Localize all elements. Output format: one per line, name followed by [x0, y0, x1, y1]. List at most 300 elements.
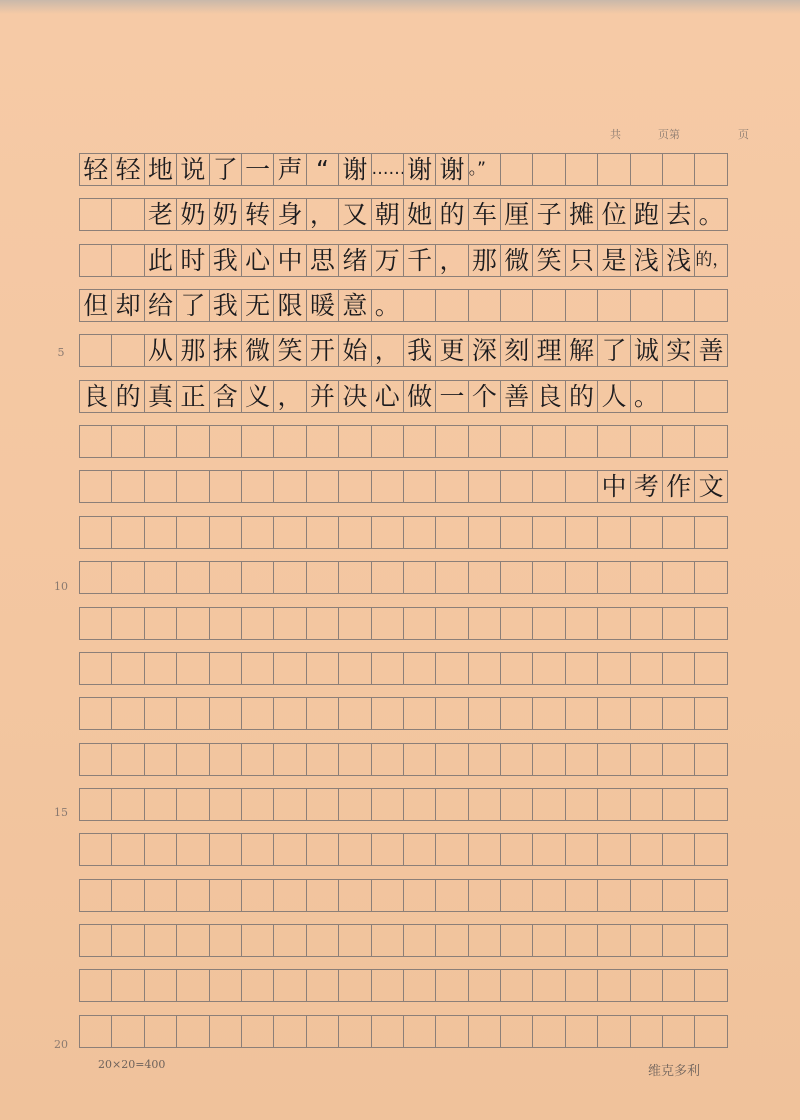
grid-cell: [662, 743, 695, 776]
grid-cell: [371, 425, 404, 458]
grid-cell: [468, 516, 501, 549]
grid-cell: [597, 788, 630, 821]
grid-row: [79, 743, 728, 776]
grid-cell: [273, 470, 306, 503]
grid-cell: 的: [111, 380, 144, 413]
grid-cell: [273, 833, 306, 866]
grid-cell: 人: [597, 380, 630, 413]
grid-cell: [532, 697, 565, 730]
grid-cell: [338, 697, 371, 730]
grid-cell: [597, 924, 630, 957]
grid-cell: [435, 470, 468, 503]
grid-cell: [662, 788, 695, 821]
grid-cell: [371, 697, 404, 730]
grid-row: [79, 425, 728, 458]
grid-cell: 位: [597, 198, 630, 231]
grid-cell: [694, 743, 727, 776]
grid-cell: [273, 561, 306, 594]
grid-row: [79, 607, 728, 640]
grid-cell: [500, 289, 533, 322]
grid-cell: [662, 380, 695, 413]
grid-cell: [273, 969, 306, 1002]
grid-cell: ，: [306, 198, 339, 231]
grid-cell: 轻: [79, 153, 112, 186]
grid-cell: 个: [468, 380, 501, 413]
grid-row: [79, 1015, 728, 1048]
grid-cell: [144, 516, 177, 549]
grid-row: [79, 697, 728, 730]
grid-cell: 绪: [338, 244, 371, 277]
grid-cell: [176, 743, 209, 776]
grid-cell: [176, 697, 209, 730]
grid-cell: [630, 697, 663, 730]
grid-cell: [468, 969, 501, 1002]
grid-cell: [532, 969, 565, 1002]
grid-row: [79, 289, 728, 322]
grid-cell: [565, 425, 598, 458]
grid-cell: [338, 969, 371, 1002]
grid-cell: [144, 969, 177, 1002]
grid-cell: [532, 788, 565, 821]
grid-row: [79, 879, 728, 912]
grid-cell: [79, 425, 112, 458]
grid-cell: [435, 743, 468, 776]
grid-row: [79, 561, 728, 594]
grid-cell: [273, 697, 306, 730]
grid-cell: 老: [144, 198, 177, 231]
grid-cell: [176, 969, 209, 1002]
grid-cell: 那: [176, 334, 209, 367]
grid-cell: [694, 561, 727, 594]
grid-cell: 万: [371, 244, 404, 277]
grid-cell: [273, 788, 306, 821]
grid-cell: [630, 788, 663, 821]
line-number-5: 5: [57, 346, 65, 359]
grid-cell: [111, 788, 144, 821]
grid-row: [79, 334, 728, 367]
line-number-10: 10: [54, 580, 68, 593]
grid-cell: 谢: [403, 153, 436, 186]
grid-cell: [306, 607, 339, 640]
grid-cell: [694, 924, 727, 957]
grid-cell: 善: [694, 334, 727, 367]
grid-cell: [565, 924, 598, 957]
grid-cell: [209, 516, 242, 549]
grid-cell: [468, 879, 501, 912]
grid-cell: [338, 743, 371, 776]
grid-cell: [435, 652, 468, 685]
grid-cell: 浅: [662, 244, 695, 277]
grid-cell: [662, 969, 695, 1002]
grid-cell: [338, 833, 371, 866]
grid-cell: [306, 561, 339, 594]
grid-cell: [111, 879, 144, 912]
grid-cell: [176, 833, 209, 866]
grid-cell: 浅: [630, 244, 663, 277]
grid-cell: [532, 924, 565, 957]
grid-cell: [306, 697, 339, 730]
grid-cell: [403, 289, 436, 322]
grid-cell: 时: [176, 244, 209, 277]
grid-cell: 千: [403, 244, 436, 277]
grid-cell: [371, 1015, 404, 1048]
grid-cell: [241, 607, 274, 640]
grid-cell: [306, 969, 339, 1002]
grid-cell: ，: [273, 380, 306, 413]
grid-cell: [468, 697, 501, 730]
grid-cell: [241, 652, 274, 685]
grid-cell: [241, 561, 274, 594]
grid-cell: “: [306, 153, 339, 186]
grid-cell: [338, 607, 371, 640]
grid-cell: [338, 1015, 371, 1048]
grid-cell: 厘: [500, 198, 533, 231]
header-total-label: 共: [610, 128, 621, 141]
grid-cell: [144, 743, 177, 776]
grid-cell: [371, 652, 404, 685]
grid-cell: 一: [435, 380, 468, 413]
grid-cell: 的: [435, 198, 468, 231]
grid-cell: [403, 516, 436, 549]
grid-cell: 。: [371, 289, 404, 322]
grid-cell: [597, 833, 630, 866]
grid-cell: [338, 516, 371, 549]
grid-cell: 轻: [111, 153, 144, 186]
grid-cell: [565, 788, 598, 821]
grid-cell: [338, 788, 371, 821]
grid-cell: [532, 289, 565, 322]
grid-cell: 了: [597, 334, 630, 367]
grid-cell: [597, 697, 630, 730]
grid-cell: [209, 652, 242, 685]
grid-cell: 诚: [630, 334, 663, 367]
grid-cell: [111, 833, 144, 866]
grid-cell: [532, 153, 565, 186]
grid-cell: [565, 969, 598, 1002]
grid-cell: [662, 879, 695, 912]
grid-cell: [209, 788, 242, 821]
grid-cell: [79, 788, 112, 821]
grid-cell: [79, 652, 112, 685]
grid-cell: 转: [241, 198, 274, 231]
grid-cell: 真: [144, 380, 177, 413]
grid-cell: [306, 788, 339, 821]
grid-cell: [144, 924, 177, 957]
grid-cell: [662, 697, 695, 730]
grid-cell: 并: [306, 380, 339, 413]
grid-cell: [338, 561, 371, 594]
grid-cell: [144, 652, 177, 685]
grid-cell: [111, 697, 144, 730]
grid-cell: 是: [597, 244, 630, 277]
grid-cell: [694, 652, 727, 685]
grid-cell: [435, 697, 468, 730]
grid-cell: [241, 788, 274, 821]
grid-cell: 。”: [468, 153, 501, 186]
grid-cell: [597, 743, 630, 776]
grid-cell: 了: [209, 153, 242, 186]
grid-cell: [435, 289, 468, 322]
grid-cell: [630, 153, 663, 186]
grid-cell: 的，: [694, 244, 727, 277]
grid-cell: 无: [241, 289, 274, 322]
grid-cell: 摊: [565, 198, 598, 231]
grid-cell: [79, 969, 112, 1002]
grid-cell: [662, 425, 695, 458]
grid-cell: [144, 1015, 177, 1048]
grid-cell: [630, 1015, 663, 1048]
grid-cell: 刻: [500, 334, 533, 367]
grid-cell: 的: [565, 380, 598, 413]
grid-cell: [79, 516, 112, 549]
grid-cell: [500, 697, 533, 730]
grid-cell: [79, 470, 112, 503]
grid-cell: [403, 833, 436, 866]
grid-cell: [371, 470, 404, 503]
grid-cell: [176, 1015, 209, 1048]
grid-cell: 更: [435, 334, 468, 367]
grid-cell: [241, 879, 274, 912]
grid-cell: [403, 607, 436, 640]
grid-cell: [468, 788, 501, 821]
grid-cell: [532, 652, 565, 685]
grid-cell: [694, 516, 727, 549]
grid-cell: [565, 833, 598, 866]
grid-cell: [111, 743, 144, 776]
grid-cell: [79, 924, 112, 957]
grid-cell: [209, 1015, 242, 1048]
grid-cell: 去: [662, 198, 695, 231]
grid-cell: [111, 470, 144, 503]
grid-cell: 善: [500, 380, 533, 413]
grid-cell: [144, 561, 177, 594]
grid-cell: [662, 833, 695, 866]
grid-cell: 中: [273, 244, 306, 277]
grid-cell: [209, 470, 242, 503]
grid-cell: [306, 833, 339, 866]
grid-cell: [403, 697, 436, 730]
grid-cell: [209, 743, 242, 776]
grid-cell: 开: [306, 334, 339, 367]
grid-cell: [306, 652, 339, 685]
grid-cell: [565, 289, 598, 322]
grid-cell: [468, 833, 501, 866]
grid-cell: [306, 879, 339, 912]
grid-cell: [338, 924, 371, 957]
grid-cell: 那: [468, 244, 501, 277]
grid-cell: [694, 879, 727, 912]
grid-cell: [500, 561, 533, 594]
grid-cell: [500, 743, 533, 776]
grid-cell: [565, 153, 598, 186]
grid-cell: [209, 879, 242, 912]
grid-cell: 谢: [338, 153, 371, 186]
grid-cell: [694, 969, 727, 1002]
grid-cell: [209, 697, 242, 730]
grid-cell: 从: [144, 334, 177, 367]
grid-cell: [144, 788, 177, 821]
grid-cell: [630, 879, 663, 912]
grid-cell: [532, 1015, 565, 1048]
grid-cell: [176, 425, 209, 458]
page-top-shadow: [0, 0, 800, 14]
grid-cell: [403, 470, 436, 503]
grid-cell: [79, 833, 112, 866]
grid-cell: [597, 561, 630, 594]
grid-cell: [338, 470, 371, 503]
grid-cell: [176, 470, 209, 503]
grid-cell: [338, 425, 371, 458]
grid-cell: [630, 924, 663, 957]
grid-cell: [630, 652, 663, 685]
grid-cell: [435, 969, 468, 1002]
grid-cell: [468, 289, 501, 322]
grid-cell: 良: [79, 380, 112, 413]
grid-cell: [435, 607, 468, 640]
header-page-of-label: 页第: [658, 128, 680, 141]
grid-cell: [79, 697, 112, 730]
line-number-15: 15: [54, 806, 68, 819]
grid-cell: [306, 924, 339, 957]
grid-cell: 跑: [630, 198, 663, 231]
grid-cell: 身: [273, 198, 306, 231]
grid-cell: 奶: [176, 198, 209, 231]
grid-cell: 实: [662, 334, 695, 367]
grid-cell: 笑: [532, 244, 565, 277]
grid-cell: [144, 833, 177, 866]
grid-cell: [403, 561, 436, 594]
grid-cell: [371, 607, 404, 640]
grid-cell: [273, 516, 306, 549]
grid-cell: [403, 425, 436, 458]
grid-cell: [565, 652, 598, 685]
grid-cell: [565, 743, 598, 776]
grid-cell: [468, 425, 501, 458]
grid-cell: 子: [532, 198, 565, 231]
grid-cell: 意: [338, 289, 371, 322]
grid-cell: [435, 425, 468, 458]
grid-row: [79, 516, 728, 549]
grid-row: [79, 833, 728, 866]
grid-cell: 她: [403, 198, 436, 231]
grid-cell: [79, 198, 112, 231]
grid-cell: 做: [403, 380, 436, 413]
grid-cell: [630, 969, 663, 1002]
grid-cell: [532, 833, 565, 866]
grid-cell: 深: [468, 334, 501, 367]
grid-cell: ……: [371, 153, 404, 186]
grid-cell: [241, 924, 274, 957]
grid-cell: [306, 425, 339, 458]
grid-cell: [273, 879, 306, 912]
grid-cell: [79, 607, 112, 640]
grid-cell: [597, 425, 630, 458]
grid-cell: [403, 1015, 436, 1048]
grid-cell: [435, 1015, 468, 1048]
grid-cell: ，: [371, 334, 404, 367]
grid-cell: [209, 561, 242, 594]
grid-cell: [144, 879, 177, 912]
grid-row: [79, 652, 728, 685]
grid-cell: [273, 743, 306, 776]
grid-cell: [500, 153, 533, 186]
grid-cell: [694, 153, 727, 186]
grid-cell: [662, 516, 695, 549]
grid-cell: [111, 244, 144, 277]
grid-cell: [694, 833, 727, 866]
grid-cell: 我: [209, 289, 242, 322]
grid-cell: [500, 516, 533, 549]
grid-cell: [111, 516, 144, 549]
grid-cell: [371, 788, 404, 821]
grid-row: [79, 244, 728, 277]
grid-cell: [241, 833, 274, 866]
grid-cell: [79, 879, 112, 912]
grid-cell: [630, 743, 663, 776]
grid-cell: [176, 607, 209, 640]
grid-cell: [241, 425, 274, 458]
grid-cell: [111, 1015, 144, 1048]
grid-cell: [241, 969, 274, 1002]
grid-cell: [403, 652, 436, 685]
grid-cell: [209, 425, 242, 458]
grid-cell: [500, 470, 533, 503]
grid-cell: 微: [241, 334, 274, 367]
grid-cell: [403, 743, 436, 776]
grid-cell: [306, 516, 339, 549]
grid-cell: [306, 1015, 339, 1048]
grid-cell: [630, 425, 663, 458]
grid-cell: [338, 652, 371, 685]
grid-cell: 朝: [371, 198, 404, 231]
grid-cell: 义: [241, 380, 274, 413]
grid-cell: 我: [209, 244, 242, 277]
grid-cell: [597, 879, 630, 912]
grid-cell: [176, 788, 209, 821]
grid-cell: [532, 470, 565, 503]
grid-cell: [630, 833, 663, 866]
grid-cell: [209, 924, 242, 957]
grid-cell: [468, 1015, 501, 1048]
grid-cell: [500, 788, 533, 821]
grid-cell: 文: [694, 470, 727, 503]
grid-cell: [468, 924, 501, 957]
grid-cell: [532, 561, 565, 594]
grid-cell: 心: [371, 380, 404, 413]
grid-row: [79, 969, 728, 1002]
grid-cell: [597, 289, 630, 322]
grid-cell: [468, 470, 501, 503]
grid-cell: [241, 470, 274, 503]
grid-cell: 中: [597, 470, 630, 503]
grid-cell: [273, 1015, 306, 1048]
grid-cell: 但: [79, 289, 112, 322]
grid-cell: 抹: [209, 334, 242, 367]
grid-cell: 决: [338, 380, 371, 413]
grid-cell: 含: [209, 380, 242, 413]
grid-cell: [209, 969, 242, 1002]
grid-cell: [694, 289, 727, 322]
grid-cell: [176, 561, 209, 594]
grid-cell: [111, 607, 144, 640]
grid-cell: [371, 561, 404, 594]
grid-row: [79, 153, 728, 186]
grid-cell: 谢: [435, 153, 468, 186]
grid-cell: [630, 561, 663, 594]
grid-cell: 地: [144, 153, 177, 186]
grid-cell: [662, 153, 695, 186]
grid-cell: [662, 1015, 695, 1048]
